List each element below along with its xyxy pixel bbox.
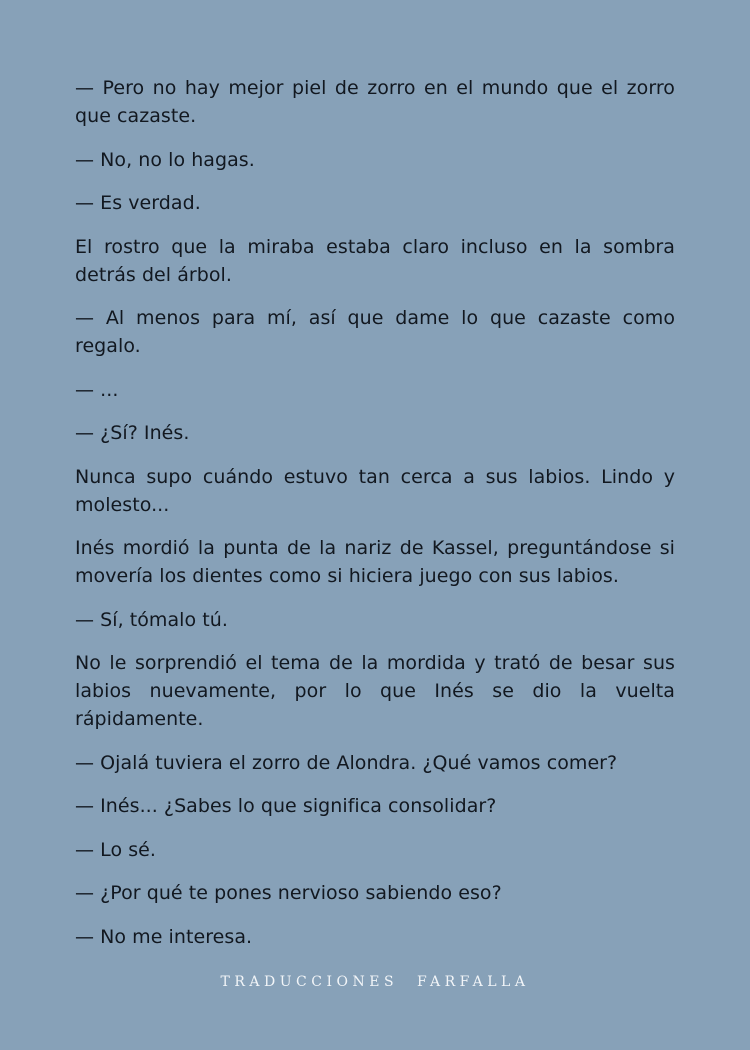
- paragraph: — Lo sé.: [75, 838, 156, 861]
- paragraph: El rostro que la miraba estaba claro incluso en la sombra detrás del árbol.: [75, 235, 675, 286]
- paragraph: — ...: [75, 378, 119, 401]
- paragraph: — No me interesa.: [75, 925, 253, 948]
- paragraph: — No, no lo hagas.: [75, 148, 255, 171]
- paragraph: — Ojalá tuviera el zorro de Alondra. ¿Qué vamos comer?: [75, 751, 618, 774]
- paragraph: — ¿Por qué te pones nervioso sabiendo eso?: [75, 882, 502, 904]
- paragraph: — Inés... ¿Sabes lo que significa consolidar?: [75, 795, 497, 817]
- paragraph: — Es verdad.: [75, 192, 201, 214]
- paragraph: — Pero no hay mejor piel de zorro en el mundo que el zorro que cazaste.: [75, 77, 675, 127]
- paragraph: — ¿Sí? Inés.: [75, 422, 190, 444]
- paragraph: — Al menos para mí, así que dame lo que cazaste como regalo.: [75, 307, 675, 357]
- paragraph: No le sorprendió el tema de la mordida y trató de besar sus labios nuevamente, por lo que Inés se dio la vuelta rápidamente.: [75, 652, 675, 730]
- paragraph: Nunca supo cuándo estuvo tan cerca a sus labios. Lindo y molesto...: [75, 465, 675, 516]
- footer-credit: TRADUCCIONES FARFALLA: [220, 974, 530, 990]
- document-body: [75, 74, 675, 966]
- paragraph: — Sí, tómalo tú.: [75, 608, 228, 631]
- paragraph: Inés mordió la punta de la nariz de Kassel, preguntándose si movería los dientes como si hiciera juego con sus labios.: [75, 537, 675, 587]
